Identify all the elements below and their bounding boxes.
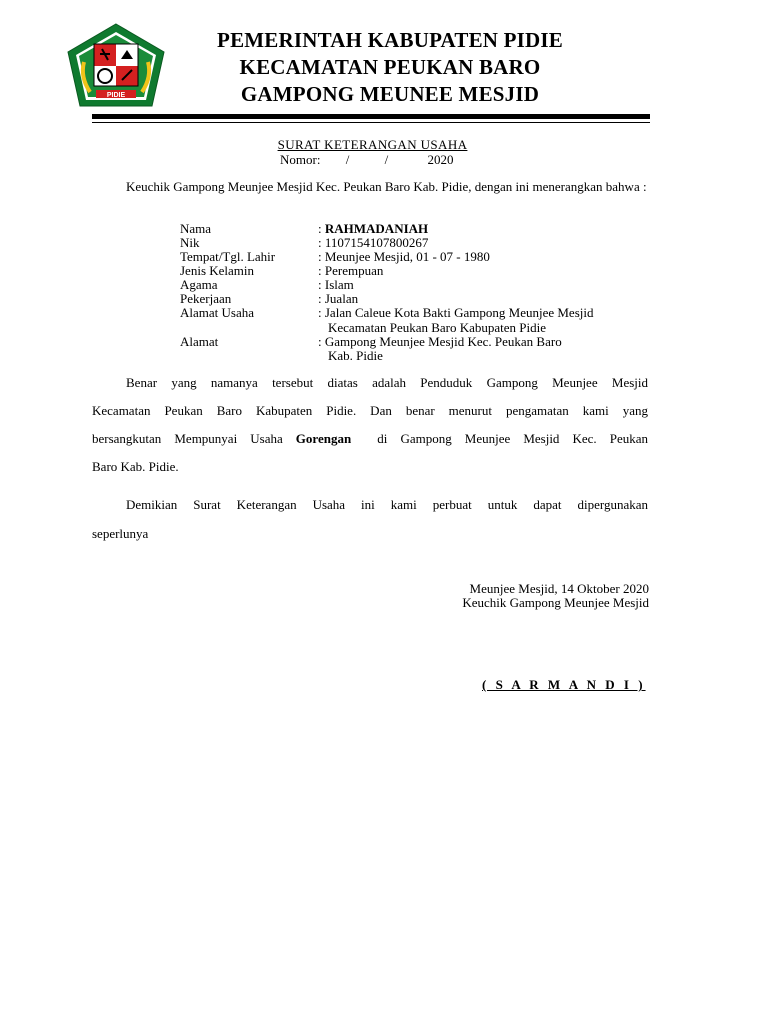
closing-line-1: Demikian Surat Keterangan Usaha ini kami perbuat untuk dapat dipergunakan: [126, 497, 648, 512]
field-business-address-cont: Kecamatan Peukan Baro Kabupaten Pidie: [328, 320, 547, 335]
statement-line-3-pre: bersangkutan Mempunyai Usaha: [92, 431, 296, 446]
header-government: PEMERINTAH KABUPATEN PIDIE: [217, 28, 563, 52]
statement-line-1: Benar yang namanya tersebut diatas adalah Penduduk Gampong Meunjee Mesjid: [126, 375, 648, 390]
closing-line-2: seperlunya: [92, 526, 149, 541]
field-value-nama: : RAHMADANIAH: [318, 221, 429, 236]
header-divider-thin: [92, 122, 650, 123]
field-value-nik: : 1107154107800267: [318, 235, 429, 250]
field-value-gender: : Perempuan: [318, 263, 384, 278]
field-label-address: Alamat: [180, 334, 219, 349]
field-value-religion: : Islam: [318, 277, 354, 292]
field-label-religion: Agama: [180, 277, 218, 292]
statement-line-4: Baro Kab. Pidie.: [92, 459, 179, 474]
field-label-nama: Nama: [180, 221, 212, 236]
intro-paragraph: Keuchik Gampong Meunjee Mesjid Kec. Peukan Baro Kab. Pidie, dengan ini menerangkan bahwa :: [126, 179, 647, 194]
signatory-name: ( S A R M A N D I ): [482, 677, 646, 692]
field-nama-bold: RAHMADANIAH: [324, 221, 429, 236]
nomor-year: 2020: [427, 152, 454, 167]
letter-number: [280, 152, 453, 168]
field-value-ttl: : Meunjee Mesjid, 01 - 07 - 1980: [318, 249, 490, 264]
signature-position: Keuchik Gampong Meunjee Mesjid: [462, 595, 649, 610]
field-value-job: : Jualan: [318, 291, 359, 306]
statement-line-3-post: di Gampong Meunjee Mesjid Kec. Peukan: [351, 431, 648, 446]
field-address-cont: Kab. Pidie: [328, 348, 383, 363]
field-label-ttl: Tempat/Tgl. Lahir: [180, 249, 276, 264]
business-type: Gorengan: [295, 431, 352, 446]
statement-line-2: Kecamatan Peukan Baro Kabupaten Pidie. Dan benar menurut pengamatan kami yang: [92, 403, 648, 418]
statement-line-3: [92, 431, 648, 447]
field-label-business-address: Alamat Usaha: [180, 305, 255, 320]
signature-place-date: Meunjee Mesjid, 14 Oktober 2020: [469, 581, 649, 596]
field-value-business-address: : Jalan Caleue Kota Bakti Gampong Meunjee Mesjid: [318, 305, 594, 320]
field-business-address-text: Jalan Caleue Kota Bakti Gampong Meunjee Mesjid: [324, 305, 594, 320]
field-value-address: : Gampong Meunjee Mesjid Kec. Peukan Baro: [318, 334, 562, 349]
field-label-gender: Jenis Kelamin: [180, 263, 255, 278]
field-job-text: Jualan: [324, 291, 359, 306]
field-label-nik: Nik: [180, 235, 200, 250]
field-ttl-text: Meunjee Mesjid, 01 - 07 - 1980: [324, 249, 490, 264]
nomor-label: Nomor:: [280, 152, 321, 167]
header-village: GAMPONG MEUNEE MESJID: [240, 82, 540, 106]
letter-title: SURAT KETERANGAN USAHA: [277, 137, 468, 152]
field-address-text: Gampong Meunjee Mesjid Kec. Peukan Baro: [324, 334, 562, 349]
field-religion-text: Islam: [324, 277, 354, 292]
field-gender-text: Perempuan: [324, 263, 384, 278]
nomor-sep-1: /: [345, 152, 350, 167]
header-divider-thick: [92, 114, 650, 119]
header-district: KECAMATAN PEUKAN BARO: [239, 55, 541, 79]
nomor-sep-2: /: [384, 152, 389, 167]
field-label-job: Pekerjaan: [180, 291, 232, 306]
emblem-banner-text: PIDIE: [106, 92, 126, 99]
field-nik-text: 1107154107800267: [324, 235, 429, 250]
